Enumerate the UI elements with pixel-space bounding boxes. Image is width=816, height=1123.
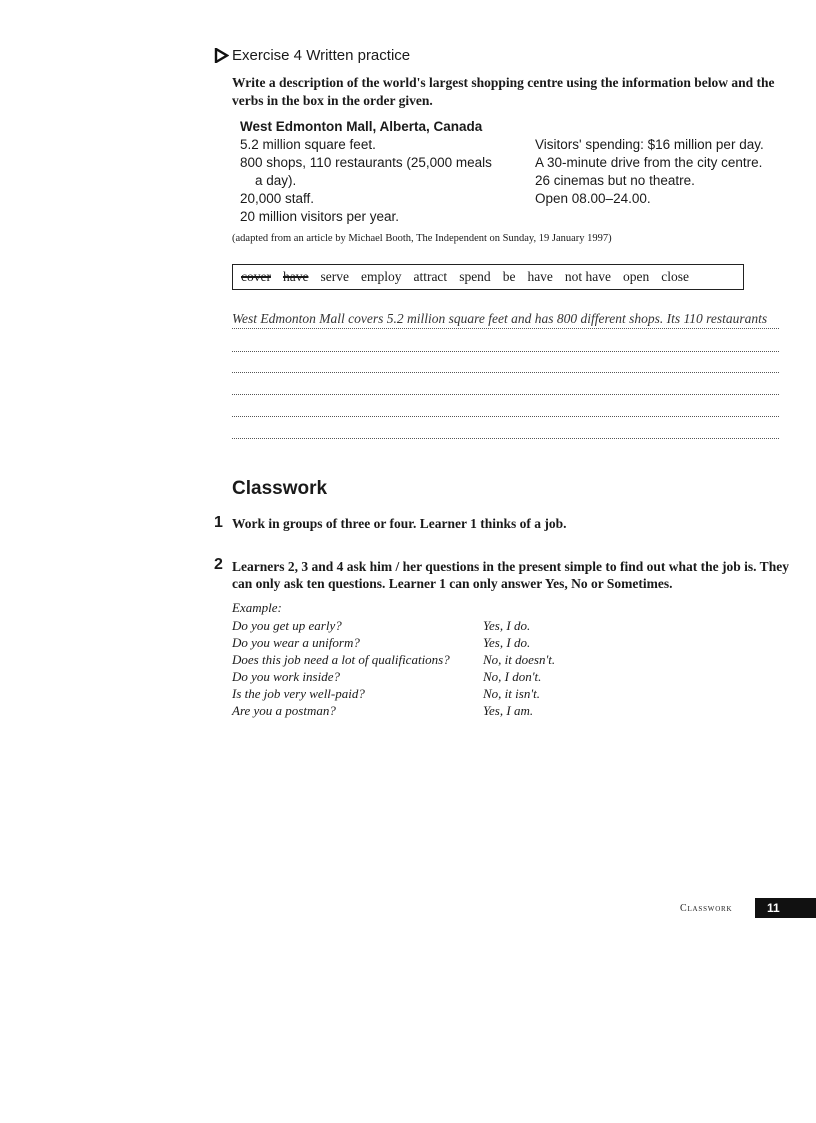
answer-line[interactable]: [232, 416, 779, 417]
verb-box: [232, 264, 744, 290]
example-question: Do you work inside?: [232, 669, 340, 684]
verb-crossed: cover: [241, 269, 271, 284]
exercise-heading: [214, 47, 410, 64]
verb: employ: [360, 269, 402, 284]
classwork-title: Classwork: [232, 478, 328, 499]
play-triangle-icon: [214, 48, 229, 63]
example-question: Is the job very well-paid?: [232, 686, 365, 701]
info-line: A 30-minute drive from the city centre.: [535, 155, 763, 170]
answer-line[interactable]: [232, 438, 779, 439]
example-answer: No, I don't.: [483, 669, 542, 684]
verb: be: [502, 269, 516, 284]
verb: attract: [413, 269, 448, 284]
info-line: 26 cinemas but no theatre.: [535, 173, 695, 188]
verb: close: [661, 269, 690, 284]
example-questions: [232, 617, 450, 719]
source-citation: (adapted from an article by Michael Booth, The Independent on Sunday, 19 January 1997): [232, 233, 612, 244]
answer-line[interactable]: [232, 372, 779, 373]
example-question: Are you a postman?: [232, 703, 336, 718]
example-question: Do you wear a uniform?: [232, 635, 360, 650]
info-line: 5.2 million square feet.: [240, 137, 376, 152]
exercise-title: Exercise 4 Written practice: [232, 47, 411, 64]
footer-section-label: Classwork: [680, 903, 733, 914]
question-number: 1: [214, 514, 223, 531]
verb: not have: [564, 269, 612, 284]
question-number: 2: [214, 556, 223, 573]
info-line: 20,000 staff.: [240, 191, 315, 206]
example-answer: Yes, I do.: [483, 618, 531, 633]
example-answer: No, it isn't.: [483, 686, 540, 701]
info-right-column: [535, 136, 764, 208]
info-left-column: [240, 136, 492, 226]
answer-line[interactable]: [232, 394, 779, 395]
page-number: 11: [755, 898, 816, 918]
example-question: Do you get up early?: [232, 618, 342, 633]
verb-crossed: have: [282, 269, 309, 284]
example-answers: [483, 617, 555, 719]
example-answer: No, it doesn't.: [483, 652, 556, 667]
exercise-instruction: Write a description of the world's largest shopping centre using the information below and the verbs in the box in the order given.: [232, 75, 775, 108]
info-line: Visitors' spending: $16 million per day.: [535, 137, 764, 152]
info-line: 800 shops, 110 restaurants (25,000 meals: [240, 155, 492, 170]
answer-line[interactable]: [232, 351, 779, 352]
info-line: 20 million visitors per year.: [240, 209, 400, 224]
verb: serve: [320, 269, 349, 284]
answer-start-text: West Edmonton Mall covers 5.2 million square feet and has 800 different shops. Its 110 restaurants: [232, 311, 768, 326]
example-answer: Yes, I do.: [483, 635, 531, 650]
info-line: a day).: [255, 173, 297, 188]
verb: open: [623, 269, 650, 284]
verb: spend: [459, 269, 491, 284]
example-question: Does this job need a lot of qualifications?: [232, 652, 450, 667]
example-label: Example:: [232, 600, 282, 615]
info-title: West Edmonton Mall, Alberta, Canada: [240, 119, 483, 134]
example-answer: Yes, I am.: [483, 703, 534, 718]
info-line: Open 08.00–24.00.: [535, 191, 651, 206]
question-2-text: Learners 2, 3 and 4 ask him / her questions in the present simple to find out what the job is. They can only ask ten questions. Learner 1 can only answer Yes, No or Sometimes.: [232, 559, 789, 591]
answer-line[interactable]: [232, 328, 779, 329]
verb: have: [527, 269, 553, 284]
question-1-text: Work in groups of three or four. Learner 1 thinks of a job.: [232, 516, 567, 531]
